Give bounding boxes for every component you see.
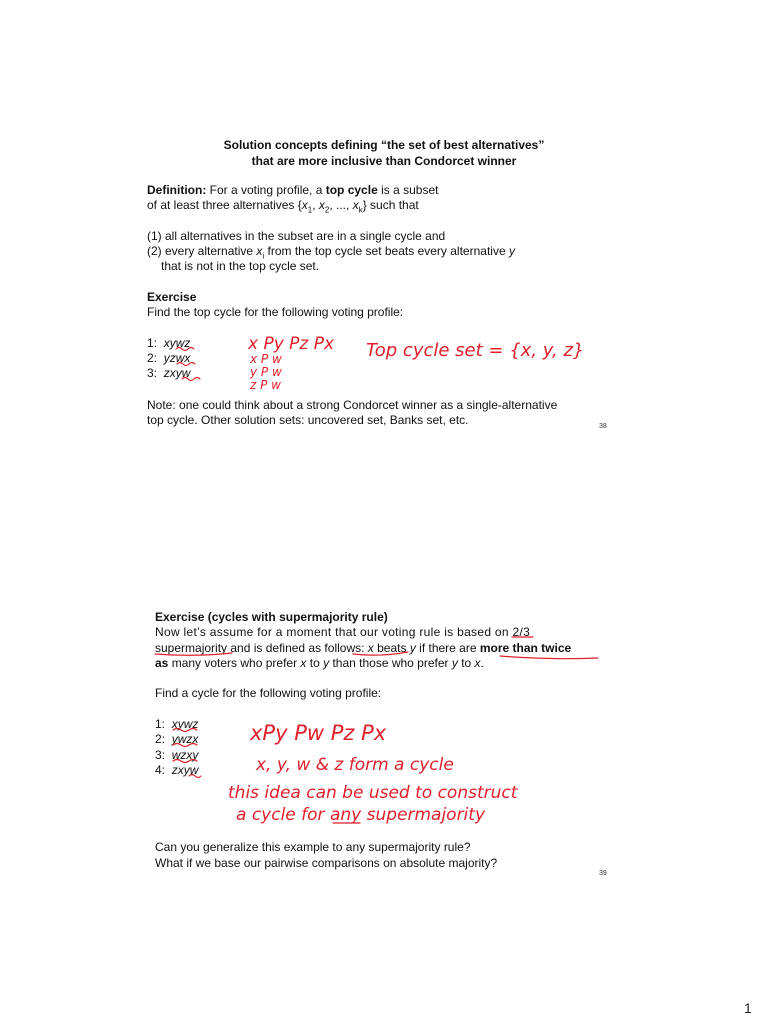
condition-2-x: x — [256, 244, 263, 258]
page-number-38: 38 — [599, 423, 607, 430]
definition-text-b: is a subset — [377, 183, 439, 197]
exercise-heading: Exercise — [147, 290, 197, 304]
definition-x2: x — [318, 198, 325, 212]
profile-pref: xywz — [163, 336, 191, 350]
definition-sub1: 1 — [307, 205, 313, 215]
profile-num: 1: — [147, 336, 158, 350]
para-line1-a: Now let’s assume for a moment that our voting rule is based on — [155, 625, 513, 639]
profile-row — [155, 748, 198, 763]
para-line3-b: many voters who prefer — [168, 656, 301, 670]
question-1: Can you generalize this example to any supermajority rule? — [155, 840, 471, 854]
para-line2-f: if there are — [415, 641, 480, 655]
para-line3-c: x — [300, 656, 307, 670]
find-text: Find a cycle for the following voting profile: — [155, 686, 382, 700]
para-line2-g: more than twice — [479, 641, 572, 655]
profile-row — [155, 717, 198, 732]
profile-row — [147, 366, 190, 381]
underline-more-than-twice — [500, 656, 598, 659]
para-line2-b: and is defined as follows: — [227, 641, 368, 655]
profile-row — [147, 336, 190, 351]
handwriting-xpw: x P w — [250, 352, 282, 366]
definition-x1: x — [301, 198, 308, 212]
condition-2-line2: that is not in the top cycle set. — [161, 259, 320, 273]
definition-text-a: For a voting profile, a — [206, 183, 326, 197]
definition-xk: x — [352, 198, 359, 212]
profile-row — [155, 732, 198, 747]
note-line1: Note: one could think about a strong Condorcet winner as a single-alternative — [147, 398, 558, 412]
handwriting-any-supermajority: a cycle for any supermajority — [236, 805, 486, 825]
handwriting-cycle-39: xPy Pw Pz Px — [250, 721, 387, 745]
handwriting-ypw: y P w — [250, 365, 282, 379]
para-line1-b: 2/3 — [512, 625, 531, 639]
profile-num: 3: — [155, 748, 166, 762]
profile-num: 3: — [147, 366, 158, 380]
question-2: What if we base our pairwise comparisons on absolute majority? — [155, 856, 498, 870]
para-line3-e: y — [323, 656, 330, 670]
para-line2 — [155, 641, 571, 656]
profile-row — [147, 351, 190, 366]
para-line2-d: beats — [373, 641, 410, 655]
definition-line2-b: } such that — [362, 198, 419, 212]
condition-2-a: (2) every alternative — [147, 244, 257, 258]
definition-sub2: 2 — [324, 205, 330, 215]
slide38-title-line1: Solution concepts defining “the set of best alternatives” — [223, 138, 545, 152]
handwriting-idea: this idea can be used to construct — [228, 783, 518, 803]
profile-num: 4: — [155, 763, 166, 777]
page-number-39: 39 — [599, 870, 607, 877]
condition-2-y: y — [508, 244, 515, 258]
condition-2-sub: i — [262, 251, 265, 261]
profile-pref: ywzx — [171, 732, 199, 746]
definition-label: Definition: — [147, 183, 207, 197]
profile-num: 1: — [155, 717, 166, 731]
para-line1 — [155, 625, 530, 640]
profile-pref: yzwx — [163, 351, 191, 365]
handwriting-form-cycle: x, y, w & z form a cycle — [256, 755, 454, 775]
para-line2-a: supermajority — [155, 641, 228, 655]
profile-num: 2: — [155, 732, 166, 746]
para-line3-j: . — [480, 656, 484, 670]
definition-line1 — [147, 183, 438, 198]
para-line3-d: to — [306, 656, 324, 670]
para-line2-c: x — [367, 641, 374, 655]
handwriting-top-cycle-set: Top cycle set = {x, y, z} — [366, 340, 585, 361]
condition-2-b: from the top cycle set beats every alternative — [264, 244, 509, 258]
sheet-number: 1 — [744, 1000, 752, 1016]
para-line3-g: y — [451, 656, 458, 670]
condition-1: (1) all alternatives in the subset are in a single cycle and — [147, 229, 446, 243]
para-line3-a: as — [155, 656, 169, 670]
definition-line2 — [147, 198, 419, 217]
profile-row — [155, 763, 198, 778]
slide38-title-line2: that are more inclusive than Condorcet winner — [251, 154, 517, 168]
handwriting-cycle: x Py Pz Px — [248, 334, 335, 354]
para-line3-h: to — [457, 656, 475, 670]
definition-line2-a: of at least three alternatives { — [147, 198, 302, 212]
handwriting-zpw: z P w — [250, 378, 281, 392]
definition-sep1: , — [312, 198, 319, 212]
para-line2-e: y — [409, 641, 416, 655]
profile-pref: zxyw — [163, 366, 191, 380]
para-line3-i: x — [474, 656, 481, 670]
definition-sep2: , ..., — [329, 198, 353, 212]
para-line3 — [155, 656, 484, 671]
profile-num: 2: — [147, 351, 158, 365]
para-line3-f: than those who prefer — [329, 656, 452, 670]
profile-pref: zxyw — [171, 763, 199, 777]
profile-pref: wzxy — [171, 748, 199, 762]
definition-subk: k — [358, 205, 363, 215]
slide39-heading: Exercise (cycles with supermajority rule) — [155, 610, 388, 624]
profile-pref: xywz — [171, 717, 199, 731]
exercise-text: Find the top cycle for the following voting profile: — [147, 305, 404, 319]
note-line2: top cycle. Other solution sets: uncovered set, Banks set, etc. — [147, 413, 469, 427]
definition-term: top cycle — [325, 183, 378, 197]
